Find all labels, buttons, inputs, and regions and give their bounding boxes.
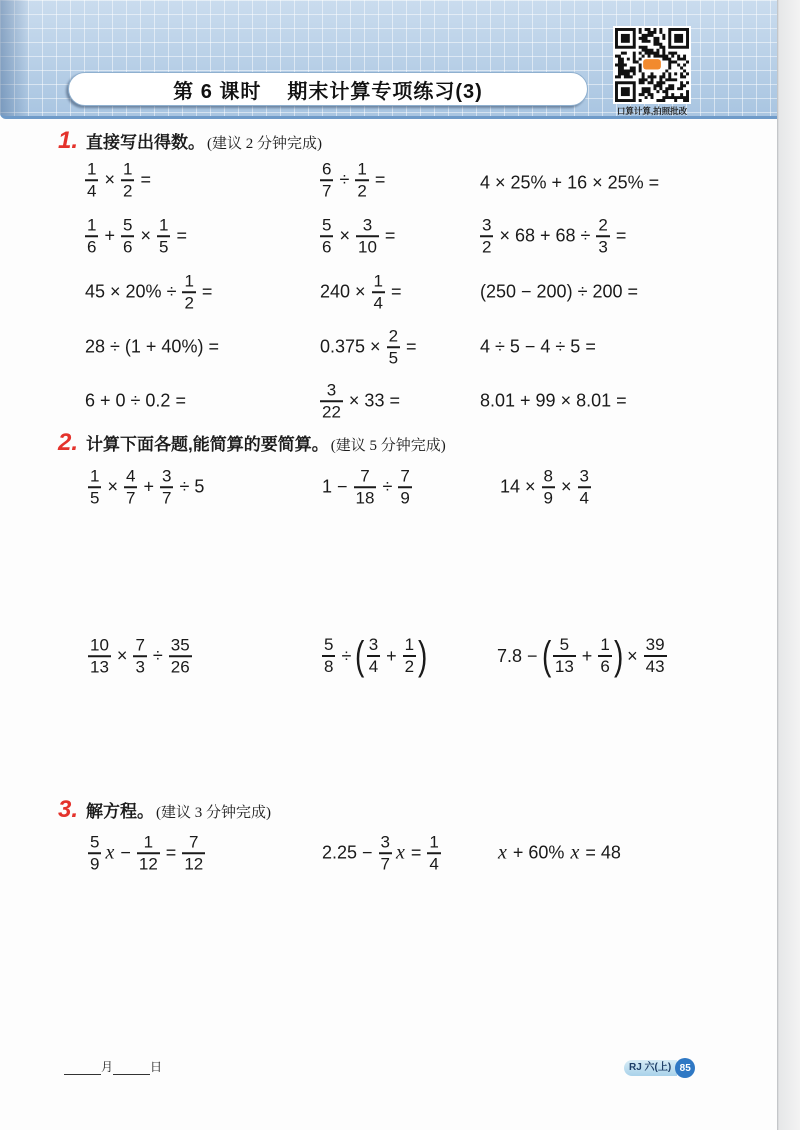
- fraction-denominator: 7: [322, 180, 332, 200]
- fraction: [160, 466, 173, 508]
- fraction-numerator: 1: [429, 832, 439, 852]
- fraction-numerator: 1: [143, 832, 154, 852]
- fraction: [644, 635, 667, 677]
- fraction-numerator: 1: [87, 215, 97, 235]
- qr-logo: [643, 59, 661, 69]
- fraction: [553, 635, 576, 677]
- problem-1-6: [480, 215, 630, 257]
- problem-1-4: [85, 215, 191, 257]
- fraction-numerator: 2: [598, 215, 608, 235]
- math-text: ×: [104, 169, 115, 190]
- math-text: ×: [140, 225, 151, 246]
- fraction-denominator: 6: [87, 236, 97, 256]
- fraction-denominator: 7: [161, 487, 172, 507]
- math-text: + 60%: [512, 842, 565, 863]
- fraction-numerator: 5: [122, 215, 133, 235]
- fraction-numerator: 3: [482, 215, 492, 235]
- math-text: =: [384, 225, 396, 246]
- page-badge: [624, 1058, 695, 1078]
- fraction: [137, 832, 160, 874]
- section-instruction: 直接写出得数。: [86, 133, 205, 152]
- math-text: −: [120, 842, 131, 863]
- fraction: [121, 215, 134, 257]
- math-text: (250 − 200) ÷ 200 =: [480, 281, 638, 302]
- day-blank: [113, 1063, 150, 1075]
- fraction-numerator: 35: [170, 635, 190, 655]
- problem-1-15: [480, 391, 631, 412]
- fraction: [157, 215, 170, 257]
- fraction-numerator: 1: [87, 159, 97, 179]
- problem-1-12: [480, 337, 600, 358]
- big-parenthesis: ): [418, 634, 428, 678]
- fraction-denominator: 2: [404, 656, 415, 676]
- fraction: [379, 832, 392, 874]
- fraction-numerator: 7: [360, 466, 370, 486]
- math-text: ×: [107, 476, 118, 497]
- fraction-denominator: 4: [87, 180, 97, 200]
- problem-2-5: [322, 634, 427, 678]
- math-text: 4 × 25% + 16 × 25% =: [480, 172, 660, 193]
- fraction: [322, 635, 335, 677]
- math-text: ÷: [152, 645, 163, 666]
- time-suggestion: (建议 2 分钟完成): [207, 136, 322, 152]
- fraction-numerator: 1: [122, 159, 133, 179]
- math-text: ×: [339, 225, 350, 246]
- equation-3-1: [88, 832, 207, 874]
- fraction-denominator: 10: [357, 236, 377, 256]
- fraction-denominator: 8: [324, 656, 334, 676]
- fraction-numerator: 39: [645, 635, 665, 655]
- fraction-denominator: 2: [357, 180, 367, 200]
- section-2-heading: [58, 429, 446, 457]
- variable-x: x: [396, 841, 405, 864]
- fraction-denominator: 4: [368, 656, 379, 676]
- math-text: =: [201, 281, 213, 302]
- fraction: [182, 271, 195, 313]
- math-text: 7.8 −: [497, 645, 538, 666]
- page-title: 期末计算专项练习(3): [287, 80, 483, 103]
- fraction-denominator: 4: [579, 487, 589, 507]
- fraction: [88, 466, 101, 508]
- math-text: 6 + 0 ÷ 0.2 =: [85, 390, 186, 411]
- problem-1-9: [480, 282, 642, 303]
- problem-1-5: [320, 215, 399, 257]
- math-text: ÷ 5: [179, 476, 205, 497]
- math-text: =: [176, 225, 187, 246]
- fraction-denominator: 6: [322, 236, 332, 256]
- fraction-numerator: 1: [404, 635, 415, 655]
- qr-finder-center: [674, 34, 683, 43]
- math-text: ÷: [341, 645, 352, 666]
- fraction: [85, 215, 98, 257]
- math-text: × 68 + 68 ÷: [499, 225, 591, 246]
- math-text: 8.01 + 99 × 8.01 =: [480, 390, 627, 411]
- fraction: [320, 159, 333, 201]
- fraction-denominator: 2: [184, 292, 194, 312]
- fraction: [356, 215, 379, 257]
- math-text: +: [581, 645, 593, 666]
- page-edge: [777, 0, 800, 1130]
- fraction: [320, 380, 343, 422]
- equation-3-3: [498, 842, 625, 865]
- problem-1-14: [320, 380, 404, 422]
- fraction-denominator: 3: [135, 656, 145, 676]
- fraction-numerator: 7: [135, 635, 145, 655]
- fraction: [596, 215, 609, 257]
- math-text: =: [165, 842, 177, 863]
- math-text: 2.25 −: [322, 842, 373, 863]
- variable-x: x: [498, 841, 507, 864]
- problem-1-7: [85, 271, 216, 313]
- big-parenthesis: ): [613, 634, 624, 678]
- problem-2-4: [88, 635, 194, 677]
- fraction-denominator: 2: [122, 180, 133, 200]
- fraction: [169, 635, 192, 677]
- fraction-denominator: 4: [429, 853, 439, 873]
- fraction-numerator: 3: [380, 832, 391, 852]
- fraction-numerator: 5: [324, 635, 334, 655]
- fraction-denominator: 26: [170, 656, 190, 676]
- problem-1-11: [320, 326, 421, 368]
- math-text: 14 ×: [500, 476, 536, 497]
- math-text: =: [410, 842, 422, 863]
- section-instruction: 计算下面各题,能简算的要简算。: [86, 435, 329, 454]
- fraction-numerator: 10: [90, 635, 109, 655]
- fraction: [355, 159, 368, 201]
- page-number: 85: [675, 1058, 695, 1078]
- math-text: +: [143, 476, 154, 497]
- fraction-denominator: 5: [90, 487, 100, 507]
- fraction-numerator: 5: [559, 635, 570, 655]
- time-suggestion: (建议 5 分钟完成): [330, 438, 446, 454]
- variable-x: x: [570, 841, 580, 864]
- fraction-numerator: 2: [388, 326, 399, 346]
- header-band: [0, 0, 777, 119]
- fraction-denominator: 13: [554, 656, 574, 676]
- fraction-numerator: 7: [189, 832, 199, 852]
- section-number: 1.: [58, 127, 79, 154]
- fraction-denominator: 13: [90, 656, 109, 676]
- fraction-numerator: 1: [373, 271, 384, 291]
- math-text: 4 ÷ 5 − 4 ÷ 5 =: [480, 336, 596, 357]
- math-text: =: [374, 169, 386, 190]
- qr-finder-top-right: [668, 28, 689, 49]
- math-text: = 48: [585, 842, 621, 863]
- fraction: [124, 466, 137, 508]
- fraction-numerator: 1: [158, 215, 169, 235]
- fraction-denominator: 12: [138, 853, 158, 873]
- fraction-numerator: 3: [161, 466, 172, 486]
- math-text: +: [386, 645, 397, 666]
- book-label: RJ 六(上): [624, 1060, 677, 1076]
- fraction-numerator: 5: [90, 832, 100, 852]
- fraction-denominator: 7: [380, 853, 391, 873]
- equation-3-2: [322, 832, 443, 874]
- math-text: =: [615, 225, 627, 246]
- qr-code-icon: [613, 26, 691, 104]
- fraction: [372, 271, 385, 313]
- math-text: =: [406, 336, 417, 357]
- math-text: ×: [561, 476, 572, 497]
- fraction: [133, 635, 146, 677]
- fraction-denominator: 7: [125, 487, 136, 507]
- fraction-denominator: 4: [373, 292, 384, 312]
- fraction: [427, 832, 440, 874]
- fraction: [578, 466, 591, 508]
- problem-2-2: [322, 466, 414, 508]
- fraction-denominator: 6: [122, 236, 133, 256]
- math-text: × 33 =: [348, 390, 400, 411]
- fraction: [88, 635, 111, 677]
- title-banner: [68, 72, 588, 106]
- month-label: 月: [101, 1060, 114, 1074]
- section-number: 3.: [58, 796, 79, 823]
- fraction-numerator: 8: [543, 466, 554, 486]
- math-text: ×: [627, 645, 638, 666]
- math-text: =: [391, 281, 402, 302]
- section-1-heading: [58, 127, 322, 155]
- problem-1-1: [85, 159, 155, 201]
- fraction: [387, 326, 400, 368]
- fraction-denominator: 9: [90, 853, 100, 873]
- qr-caption: 口算计算,拍照批改: [616, 106, 688, 116]
- fraction: [88, 832, 101, 874]
- problem-1-13: [85, 391, 190, 412]
- fraction: [320, 215, 333, 257]
- fraction-numerator: 3: [326, 380, 337, 400]
- fraction-denominator: 43: [645, 656, 665, 676]
- qr-finder-bottom-left: [615, 81, 636, 102]
- fraction-numerator: 1: [90, 466, 100, 486]
- fraction-denominator: 18: [355, 487, 375, 507]
- fraction: [367, 635, 380, 677]
- fraction-denominator: 22: [322, 401, 341, 421]
- math-text: +: [104, 225, 115, 246]
- fraction-numerator: 7: [400, 466, 410, 486]
- fraction-denominator: 12: [184, 853, 204, 873]
- fraction-numerator: 1: [600, 635, 610, 655]
- math-text: 45 × 20% ÷: [85, 281, 177, 302]
- fraction-denominator: 9: [543, 487, 554, 507]
- fraction: [182, 832, 205, 874]
- math-text: ÷: [382, 476, 393, 497]
- time-suggestion: (建议 3 分钟完成): [156, 805, 271, 821]
- fraction: [480, 215, 493, 257]
- fraction-numerator: 5: [322, 215, 332, 235]
- fraction-numerator: 1: [184, 271, 194, 291]
- math-text: 28 ÷ (1 + 40%) =: [85, 336, 219, 357]
- big-parenthesis: (: [355, 634, 365, 678]
- date-field: [64, 1058, 162, 1075]
- lesson-number: 第 6 课时: [173, 80, 262, 103]
- math-text: 1 −: [322, 476, 348, 497]
- big-parenthesis: (: [541, 634, 551, 678]
- fraction-denominator: 3: [598, 236, 608, 256]
- problem-1-2: [320, 159, 389, 201]
- math-text: ÷: [339, 169, 350, 190]
- section-3-heading: [58, 796, 271, 824]
- fraction: [85, 159, 98, 201]
- qr-finder-center: [621, 34, 630, 43]
- fraction: [598, 635, 611, 677]
- fraction-numerator: 1: [357, 159, 367, 179]
- fraction: [121, 159, 134, 201]
- qr-finder-top-left: [615, 28, 636, 49]
- problem-2-6: [497, 634, 669, 678]
- fraction-numerator: 6: [322, 159, 332, 179]
- problem-2-3: [500, 466, 593, 508]
- fraction-denominator: 5: [158, 236, 169, 256]
- section-instruction: 解方程。: [86, 802, 154, 821]
- fraction-denominator: 2: [482, 236, 492, 256]
- fraction-denominator: 5: [388, 347, 399, 367]
- math-text: 0.375 ×: [320, 336, 381, 357]
- qr-code-graphic: [615, 28, 689, 102]
- section-number: 2.: [58, 429, 79, 456]
- math-text: ×: [116, 645, 128, 666]
- math-text: 240 ×: [320, 281, 366, 302]
- month-blank: [64, 1063, 101, 1075]
- fraction-denominator: 6: [600, 656, 610, 676]
- fraction-numerator: 3: [368, 635, 379, 655]
- problem-1-8: [320, 271, 406, 313]
- math-text: =: [140, 169, 151, 190]
- variable-x: x: [105, 841, 115, 864]
- fraction-numerator: 3: [362, 215, 373, 235]
- fraction: [542, 466, 555, 508]
- day-label: 日: [150, 1060, 163, 1074]
- problem-1-3: [480, 173, 663, 194]
- fraction-denominator: 9: [400, 487, 410, 507]
- fraction: [403, 635, 416, 677]
- qr-finder-center: [621, 87, 630, 96]
- fraction-numerator: 4: [125, 466, 136, 486]
- fraction: [354, 466, 377, 508]
- problem-1-10: [85, 337, 223, 358]
- fraction-numerator: 3: [579, 466, 589, 486]
- problem-2-1: [88, 466, 208, 508]
- fraction: [398, 466, 411, 508]
